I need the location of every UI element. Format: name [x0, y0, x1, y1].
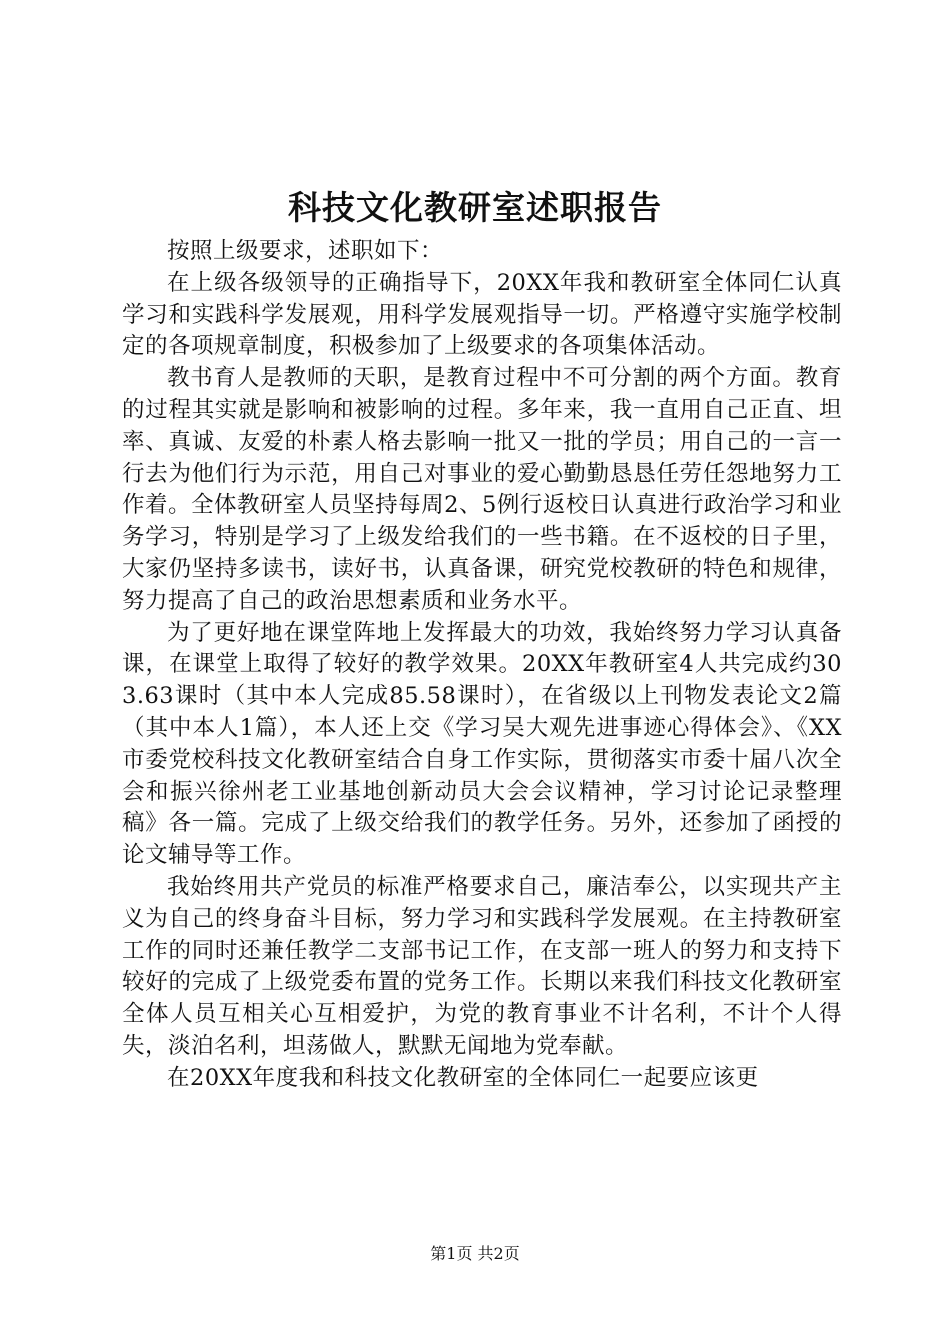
document-title: 科技文化教研室述职报告 [288, 188, 662, 227]
paragraph-party-member: 我始终用共产党员的标准严格要求自己，廉洁奉公，以实现共产主义为自己的终身奋斗目标，努力学习和实践科学发展观。在主持教研室工作的同时还兼任教学二支部书记工作，在支部一班人的努力和支持下较好的完成了上级党委布置的党务工作。长期以来我们科技文化教研室全体人员互相关心互相爱护，为党的教育事业不计名利，不计个人得失，淡泊名利，坦荡做人，默默无闻地为党奉献。 [122, 873, 842, 1059]
paragraph-next-year: 在20XX年度我和科技文化教研室的全体同仁一起要应该更 [167, 1064, 759, 1091]
paragraph-intro: 按照上级要求，述职如下： [167, 238, 444, 264]
page-number: 第1页 共2页 [430, 1244, 520, 1263]
document-body [122, 236, 842, 1095]
paragraph-guidance: 在上级各级领导的正确指导下，20XX年我和教研室全体同仁认真学习和实践科学发展观，用科学发展观指导一切。严格遵守实施学校制定的各项规章制度，积极参加了上级要求的各项集体活动。 [122, 269, 842, 360]
paragraph-classroom: 为了更好地在课堂阵地上发挥最大的功效，我始终努力学习认真备课，在课堂上取得了较好的教学效果。20XX年教研室4人共完成约303.63课时（其中本人完成85.58课时），在省级以上刊物发表论文2篇（其中本人1篇），本人还上交《学习吴大观先进事迹心得体会》、《XX市委党校科技文化教研室结合自身工作实际，贯彻落实市委十届八次全会和振兴徐州老工业基地创新动员大会会议精神，学习讨论记录整理稿》各一篇。完成了上级交给我们的教学任务。另外，还参加了函授的论文辅导等工作。 [122, 619, 842, 869]
paragraph-teaching: 教书育人是教师的天职，是教育过程中不可分割的两个方面。教育的过程其实就是影响和被影响的过程。多年来，我一直用自己正直、坦率、真诚、友爱的朴素人格去影响一批又一批的学员；用自己的一言一行去为他们行为示范，用自己对事业的爱心勤勤恳恳任劳任怨地努力工作着。全体教研室人员坚持每周2、5例行返校日认真进行政治学习和业务学习，特别是学习了上级发给我们的一些书籍。在不返校的日子里，大家仍坚持多读书，读好书，认真备课，研究党校教研的特色和规律，努力提高了自己的政治思想素质和业务水平。 [122, 365, 842, 614]
